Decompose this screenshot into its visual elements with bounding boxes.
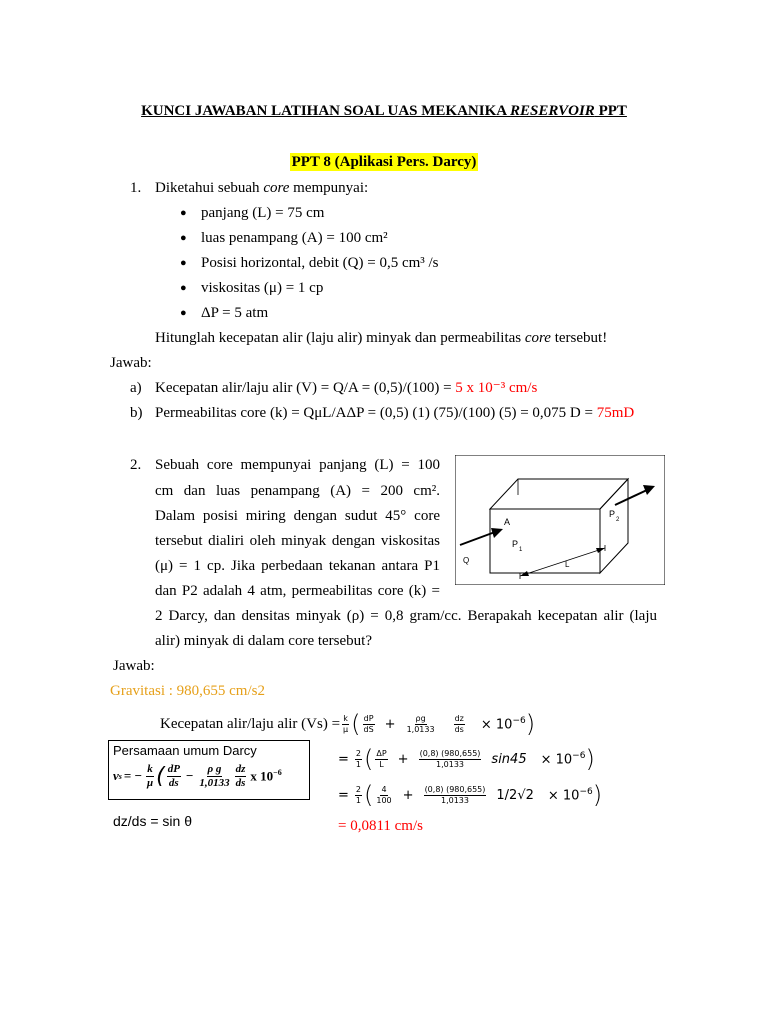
q2-line: Sebuah core mempunyai panjang (L) = 100 bbox=[155, 457, 440, 473]
bullet-icon: ● bbox=[180, 257, 187, 269]
q1-bullet: panjang (L) = 75 cm bbox=[201, 205, 325, 221]
sin-note: dz/ds = sin θ bbox=[113, 813, 192, 829]
label-p1-sub: 1 bbox=[519, 547, 523, 553]
q1-bullet: luas penampang (A) = 100 cm² bbox=[201, 230, 388, 246]
q2-line: Dalam posisi miring dengan sudut 45° core bbox=[155, 508, 440, 524]
bullet-icon: ● bbox=[180, 207, 187, 219]
q2-line: tersebut dialiri oleh minyak dengan viskositas bbox=[155, 533, 440, 549]
answer-a: Kecepatan alir/laju alir (V) = Q/A = (0,5)/(100) = 5 x 10⁻³ cm/s bbox=[155, 380, 538, 396]
prism-top bbox=[490, 479, 628, 509]
q-arrow-head bbox=[491, 528, 503, 538]
velocity-equation-step: = $\frac{2}{1}$ ( $\frac{4}{100}$ + $\frac{(0,8) (980,655)}{1,0133}$ 1/2√2 × $10^{-6}$ ) bbox=[338, 781, 603, 809]
q2-line: dan P2 adalah 4 atm, permeabilitas core (k) = bbox=[155, 583, 440, 599]
q1-ask: Hitunglah kecepatan alir (laju alir) minyak dan permeabilitas core tersebut! bbox=[155, 330, 608, 346]
label-p2: P bbox=[609, 509, 616, 519]
q1-number: 1. bbox=[130, 180, 142, 196]
velocity-equation: Kecepatan alir/laju alir (Vs) = $\frac{k}{\mu}$ ( $\frac{dP}{dS}$ + $\frac{\rho g}{1,0133}$ $\frac{dz}{ds}$ × $10^{-6}$ ) bbox=[160, 710, 536, 738]
answer-label: Jawab: bbox=[110, 355, 152, 371]
section-subtitle: PPT 8 (Aplikasi Pers. Darcy) bbox=[291, 154, 477, 170]
out-arrow-line bbox=[615, 490, 647, 505]
bullet-icon: ● bbox=[180, 282, 187, 294]
q1-intro: Diketahui sebuah core mempunyai: bbox=[155, 180, 369, 196]
bullet-icon: ● bbox=[180, 307, 187, 319]
q2-line: alir) minyak di dalam core tersebut? bbox=[155, 633, 372, 649]
q1-bullet: viskositas (μ) = 1 cp bbox=[201, 280, 324, 296]
answer-label: Jawab: bbox=[113, 658, 155, 674]
label-q: Q bbox=[463, 556, 470, 565]
answer-a-label: a) bbox=[130, 380, 142, 396]
page-title: KUNCI JAWABAN LATIHAN SOAL UAS MEKANIKA RESERVOIR PPT bbox=[141, 103, 627, 119]
darcy-box-title: Persamaan umum Darcy bbox=[113, 743, 257, 758]
q1-bullet: ΔP = 5 atm bbox=[201, 305, 269, 321]
core-diagram bbox=[455, 455, 665, 585]
q2-line: (μ) = 1 cp. Jika perbedaan tekanan antara P1 bbox=[155, 558, 440, 574]
darcy-equation-box bbox=[108, 740, 310, 800]
gravity-note: Gravitasi : 980,655 cm/s2 bbox=[110, 683, 265, 699]
velocity-equation-step: = $\frac{2}{1}$ ( $\frac{\Delta P}{L}$ + $\frac{(0,8) (980,655)}{1,0133}$ sin45 × $10^{-6}$ ) bbox=[338, 745, 595, 773]
answer-b: Permeabilitas core (k) = QμL/AΔP = (0,5) (1) (75)/(100) (5) = 0,075 D = 75mD bbox=[155, 405, 635, 421]
velocity-result: = 0,0811 cm/s bbox=[338, 818, 423, 834]
label-a: A bbox=[504, 517, 511, 527]
l-dimension bbox=[520, 548, 605, 576]
answer-b-label: b) bbox=[130, 405, 143, 421]
label-p2-sub: 2 bbox=[616, 517, 620, 523]
q2-line: cm dan luas penampang (A) = 200 cm². bbox=[155, 483, 440, 499]
darcy-formula: v s = − $\frac{k}{\mu}$ ( $\frac{dP}{ds}$ − $\frac{\text{ρ g}}{1,0133}$ $\frac{dz}{ds}$ x $10^{-6}$ bbox=[113, 763, 282, 789]
label-p1: P bbox=[512, 539, 519, 549]
bullet-icon: ● bbox=[180, 232, 187, 244]
q2-number: 2. bbox=[130, 457, 142, 473]
diagram-frame bbox=[455, 455, 665, 585]
q1-bullet: Posisi horizontal, debit (Q) = 0,5 cm³ /s bbox=[201, 255, 439, 271]
q2-line: 2 Darcy, dan densitas minyak (ρ) = 0,8 gram/cc. Berapakah kecepatan alir (laju bbox=[155, 608, 657, 624]
label-l: L bbox=[565, 560, 570, 569]
prism-side bbox=[600, 479, 628, 573]
